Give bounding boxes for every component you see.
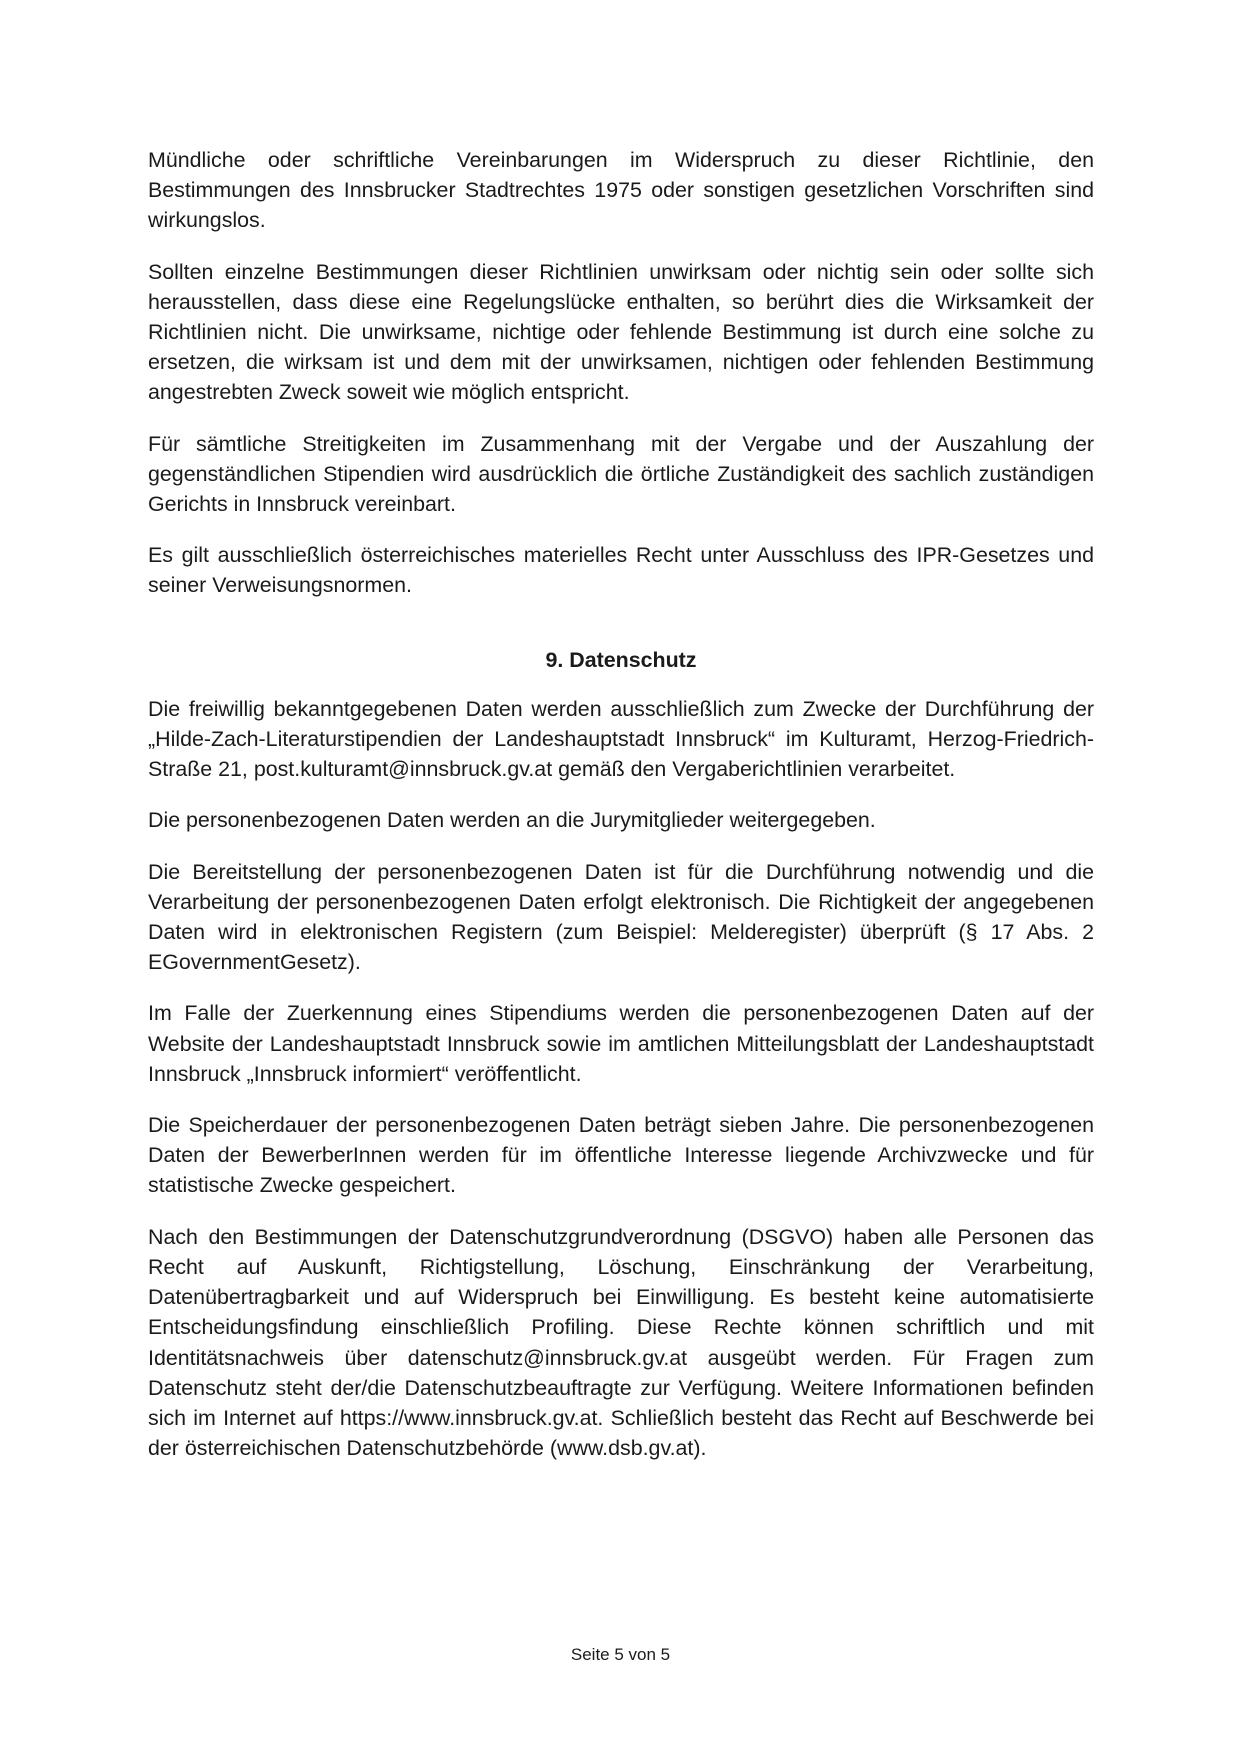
paragraph-data-processing: Die freiwillig bekanntgegebenen Daten werden ausschließlich zum Zwecke der Durchführung der „Hilde-Zach-Literaturstipendien der Landeshauptstadt Innsbruck“ im Kulturamt, Herzog-Friedrich-Straße 21, post.kulturamt@innsbruck.gv.at gemäß den Vergaberichtlinien verarbeitet. <box>148 696 1094 782</box>
paragraph-data-publication: Im Falle der Zuerkennung eines Stipendiums werden die personenbezogenen Daten auf der Website der Landeshauptstadt Innsbruck sowie im amtlichen Mitteilungsblatt der Landeshauptstadt Innsbruck „Innsbruck informiert“ veröffentlicht. <box>148 1001 1094 1086</box>
paragraph-data-rights: Nach den Bestimmungen der Datenschutzgrundverordnung (DSGVO) haben alle Personen das Recht auf Auskunft, Richtigstellung, Löschung, Einschränkung der Verarbeitung, Datenübertragbarkeit und auf Widerspruch bei Einwilligung. Es besteht keine automatisierte Entscheidungsfindung einschließlich Profiling. Diese Rechte können schriftlich und mit Identitätsnachweis über datenschutz@innsbruck.gv.at ausgeübt werden. Für Fragen zum Datenschutz steht der/die Datenschutzbeauftragte zur Verfügung. Weitere Informationen befinden sich im Internet auf https://www.innsbruck.gv.at. Schließlich besteht das Recht auf Beschwerde bei der österreichischen Datenschutzbehörde (www.dsb.gv.at). <box>148 1224 1094 1461</box>
paragraph-severability: Sollten einzelne Bestimmungen dieser Richtlinien unwirksam oder nichtig sein oder sollte sich herausstellen, dass diese eine Regelungslücke enthalten, so berührt dies die Wirksamkeit der Richtlinien nicht. Die unwirksame, nichtige oder fehlende Bestimmung ist durch eine solche zu ersetzen, die wirksam ist und dem mit der unwirksamen, nichtigen oder fehlenden Bestimmung angestrebten Zweck soweit wie möglich entspricht. <box>148 259 1094 405</box>
section-heading-datenschutz: 9. Datenschutz <box>545 647 697 672</box>
paragraph-jurisdiction: Für sämtliche Streitigkeiten im Zusammenhang mit der Vergabe und der Auszahlung der gegenständlichen Stipendien wird ausdrücklich die örtliche Zuständigkeit des sachlich zuständigen Gerichts in Innsbruck vereinbart. <box>148 431 1094 517</box>
paragraph-applicable-law: Es gilt ausschließlich österreichisches materielles Recht unter Ausschluss des IPR-Gesetzes und seiner Verweisungsnormen. <box>148 543 1094 598</box>
paragraph-data-provision: Die Bereitstellung der personenbezogenen Daten ist für die Durchführung notwendig und die Verarbeitung der personenbezogenen Daten erfolgt elektronisch. Die Richtigkeit der angegebenen Daten wird in elektronischen Registern (zum Beispiel: Melderegister) überprüft (§ 17 Abs. 2 EGovernmentGesetz). <box>148 859 1094 975</box>
page-number-footer: Seite 5 von 5 <box>570 1645 671 1664</box>
paragraph-data-jury: Die personenbezogenen Daten werden an die Jurymitglieder weitergegeben. <box>148 808 876 833</box>
page-body <box>148 145 1094 1484</box>
paragraph-data-retention: Die Speicherdauer der personenbezogenen Daten beträgt sieben Jahre. Die personenbezogenen Daten der BewerberInnen werden für im öffentliche Interesse liegende Archivzwecke und für statistische Zwecke gespeichert. <box>148 1113 1094 1198</box>
paragraph-agreements: Mündliche oder schriftliche Vereinbarungen im Widerspruch zu dieser Richtlinie, den Bestimmungen des Innsbrucker Stadtrechtes 1975 oder sonstigen gesetzlichen Vorschriften sind wirkungslos. <box>148 148 1094 233</box>
